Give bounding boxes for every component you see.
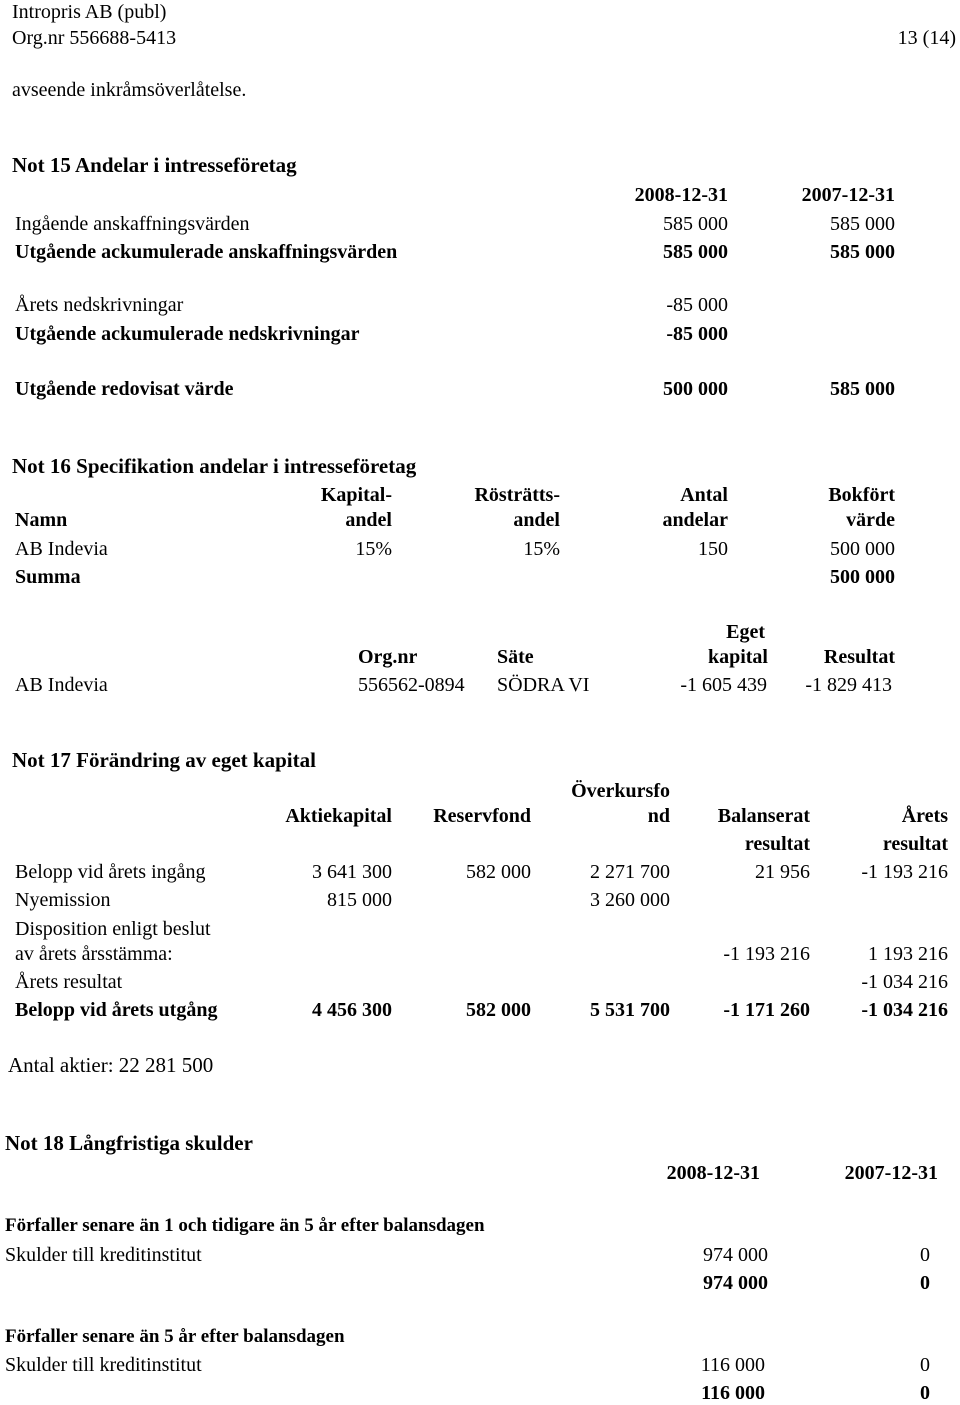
not18-col1: 2008-12-31 — [666, 1162, 760, 1184]
page-number: 13 (14) — [897, 27, 956, 49]
not17-row-overkurs: 5 531 700 — [590, 999, 670, 1021]
not17-row-balanserat: 21 956 — [755, 861, 810, 883]
not18-sec2-label: Skulder till kreditinstitut — [5, 1354, 202, 1376]
not17-hdr-overkurs: Överkursfo — [571, 780, 670, 802]
not16-hdr-resultat: Resultat — [823, 646, 895, 668]
not16-row-kapital: 15% — [355, 538, 392, 560]
not17-row-label: Nyemission — [15, 889, 111, 911]
not18-sec1-sum2: 0 — [920, 1272, 930, 1294]
not18-sec1-title: Förfaller senare än 1 och tidigare än 5 år efter balansdagen — [5, 1215, 485, 1236]
not16-hdr-eget: Eget — [726, 621, 765, 643]
not15-row-v1: -85 000 — [666, 323, 728, 345]
not17-row-label: Årets resultat — [15, 971, 123, 993]
not15-row-v1: 500 000 — [663, 378, 728, 400]
not16-hdr-eget: kapital — [707, 646, 768, 668]
not15-heading: Not 15 Andelar i intresseföretag — [12, 153, 297, 177]
not17-hdr-arets: resultat — [882, 833, 948, 855]
not16-hdr-sate: Säte — [497, 646, 534, 668]
not16-hdr-antal: Antal — [680, 484, 728, 506]
not18-sec1-v2: 0 — [920, 1244, 930, 1266]
not17-hdr-balanserat: Balanserat — [717, 805, 810, 827]
not15-col2: 2007-12-31 — [801, 184, 895, 206]
not15-row-label: Utgående ackumulerade anskaffningsvärden — [15, 241, 398, 263]
not16-hdr-kapital: andel — [345, 509, 392, 531]
not18-sec2-title: Förfaller senare än 5 år efter balansdagen — [5, 1326, 345, 1347]
not17-hdr-aktiekapital: Aktiekapital — [285, 805, 392, 827]
not18-sec1-v1: 974 000 — [703, 1244, 768, 1266]
not17-row-overkurs: 2 271 700 — [590, 861, 670, 883]
not16-summa-value: 500 000 — [830, 566, 895, 588]
not15-row-label: Årets nedskrivningar — [15, 294, 184, 316]
not18-sec1-sum1: 974 000 — [703, 1272, 768, 1294]
not16-heading: Not 16 Specifikation andelar i intresseföretag — [12, 454, 417, 478]
intro-text: avseende inkråmsöverlåtelse. — [12, 79, 247, 101]
not17-row-balanserat: -1 171 260 — [723, 999, 810, 1021]
not16-row2-sate: SÖDRA VI — [497, 674, 590, 696]
not16-hdr-orgnr: Org.nr — [358, 646, 418, 668]
not15-row-label: Ingående anskaffningsvärden — [15, 213, 250, 235]
not15-row-v1: -85 000 — [666, 294, 728, 316]
not16-row-namn: AB Indevia — [15, 538, 108, 560]
not17-row-aktie: 815 000 — [327, 889, 392, 911]
not17-row-label: Disposition enligt beslut — [15, 918, 211, 940]
not18-sec2-v2: 0 — [920, 1354, 930, 1376]
not18-sec2-v1: 116 000 — [700, 1354, 765, 1376]
not15-row-label: Utgående ackumulerade nedskrivningar — [15, 323, 360, 345]
not18-sec1-label: Skulder till kreditinstitut — [5, 1244, 202, 1266]
not17-row-overkurs: 3 260 000 — [590, 889, 670, 911]
not18-sec2-sum2: 0 — [920, 1382, 930, 1404]
not17-row-aktie: 3 641 300 — [312, 861, 392, 883]
not18-sec2-sum1: 116 000 — [701, 1382, 765, 1404]
not16-row-bokfort: 500 000 — [830, 538, 895, 560]
not17-row-arets: 1 193 216 — [868, 943, 948, 965]
not15-row-v2: 585 000 — [830, 378, 895, 400]
not16-row2-eget: -1 605 439 — [680, 674, 767, 696]
not17-row-label: Belopp vid årets ingång — [15, 861, 206, 883]
not15-row-v2: 585 000 — [830, 241, 895, 263]
not15-col1: 2008-12-31 — [634, 184, 728, 206]
not17-hdr-overkurs: nd — [647, 805, 670, 827]
not15-row-v1: 585 000 — [663, 213, 728, 235]
not18-heading: Not 18 Långfristiga skulder — [5, 1131, 253, 1155]
not17-hdr-arets: Årets — [901, 805, 948, 827]
not15-row-v2: 585 000 — [830, 213, 895, 235]
not17-row-reserv: 582 000 — [466, 861, 531, 883]
not16-hdr-namn: Namn — [15, 509, 68, 531]
not17-row-balanserat: -1 193 216 — [723, 943, 810, 965]
not17-row-arets: -1 193 216 — [861, 861, 948, 883]
company-name: Intropris AB (publ) — [12, 1, 167, 23]
not17-hdr-reservfond: Reservfond — [433, 805, 531, 827]
not16-row2-resultat: -1 829 413 — [805, 674, 892, 696]
not17-row-aktie: 4 456 300 — [312, 999, 392, 1021]
org-number: Org.nr 556688-5413 — [12, 27, 177, 49]
not16-hdr-bokfort: värde — [846, 509, 895, 531]
not17-row-label: av årets årsstämma: — [15, 943, 173, 965]
not18-col2: 2007-12-31 — [844, 1162, 938, 1184]
not17-row-arets: -1 034 216 — [861, 999, 948, 1021]
not15-row-label: Utgående redovisat värde — [15, 378, 234, 400]
not16-hdr-rostratt: Rösträtts- — [474, 484, 560, 506]
not16-summa-label: Summa — [15, 566, 81, 588]
not17-hdr-balanserat: resultat — [744, 833, 810, 855]
not16-hdr-rostratt: andel — [513, 509, 560, 531]
not17-heading: Not 17 Förändring av eget kapital — [12, 748, 316, 772]
not16-hdr-bokfort: Bokfört — [828, 484, 895, 506]
not17-row-label: Belopp vid årets utgång — [15, 999, 218, 1021]
not16-hdr-kapital: Kapital- — [320, 484, 392, 506]
not17-row-reserv: 582 000 — [466, 999, 531, 1021]
not16-row2-namn: AB Indevia — [15, 674, 108, 696]
not16-hdr-antal: andelar — [662, 509, 728, 531]
not16-row2-orgnr: 556562-0894 — [358, 674, 465, 696]
antal-aktier: Antal aktier: 22 281 500 — [8, 1053, 214, 1077]
not16-row-rostratt: 15% — [523, 538, 560, 560]
not16-row-antal: 150 — [698, 538, 728, 560]
not17-row-arets: -1 034 216 — [861, 971, 948, 993]
not15-row-v1: 585 000 — [663, 241, 728, 263]
